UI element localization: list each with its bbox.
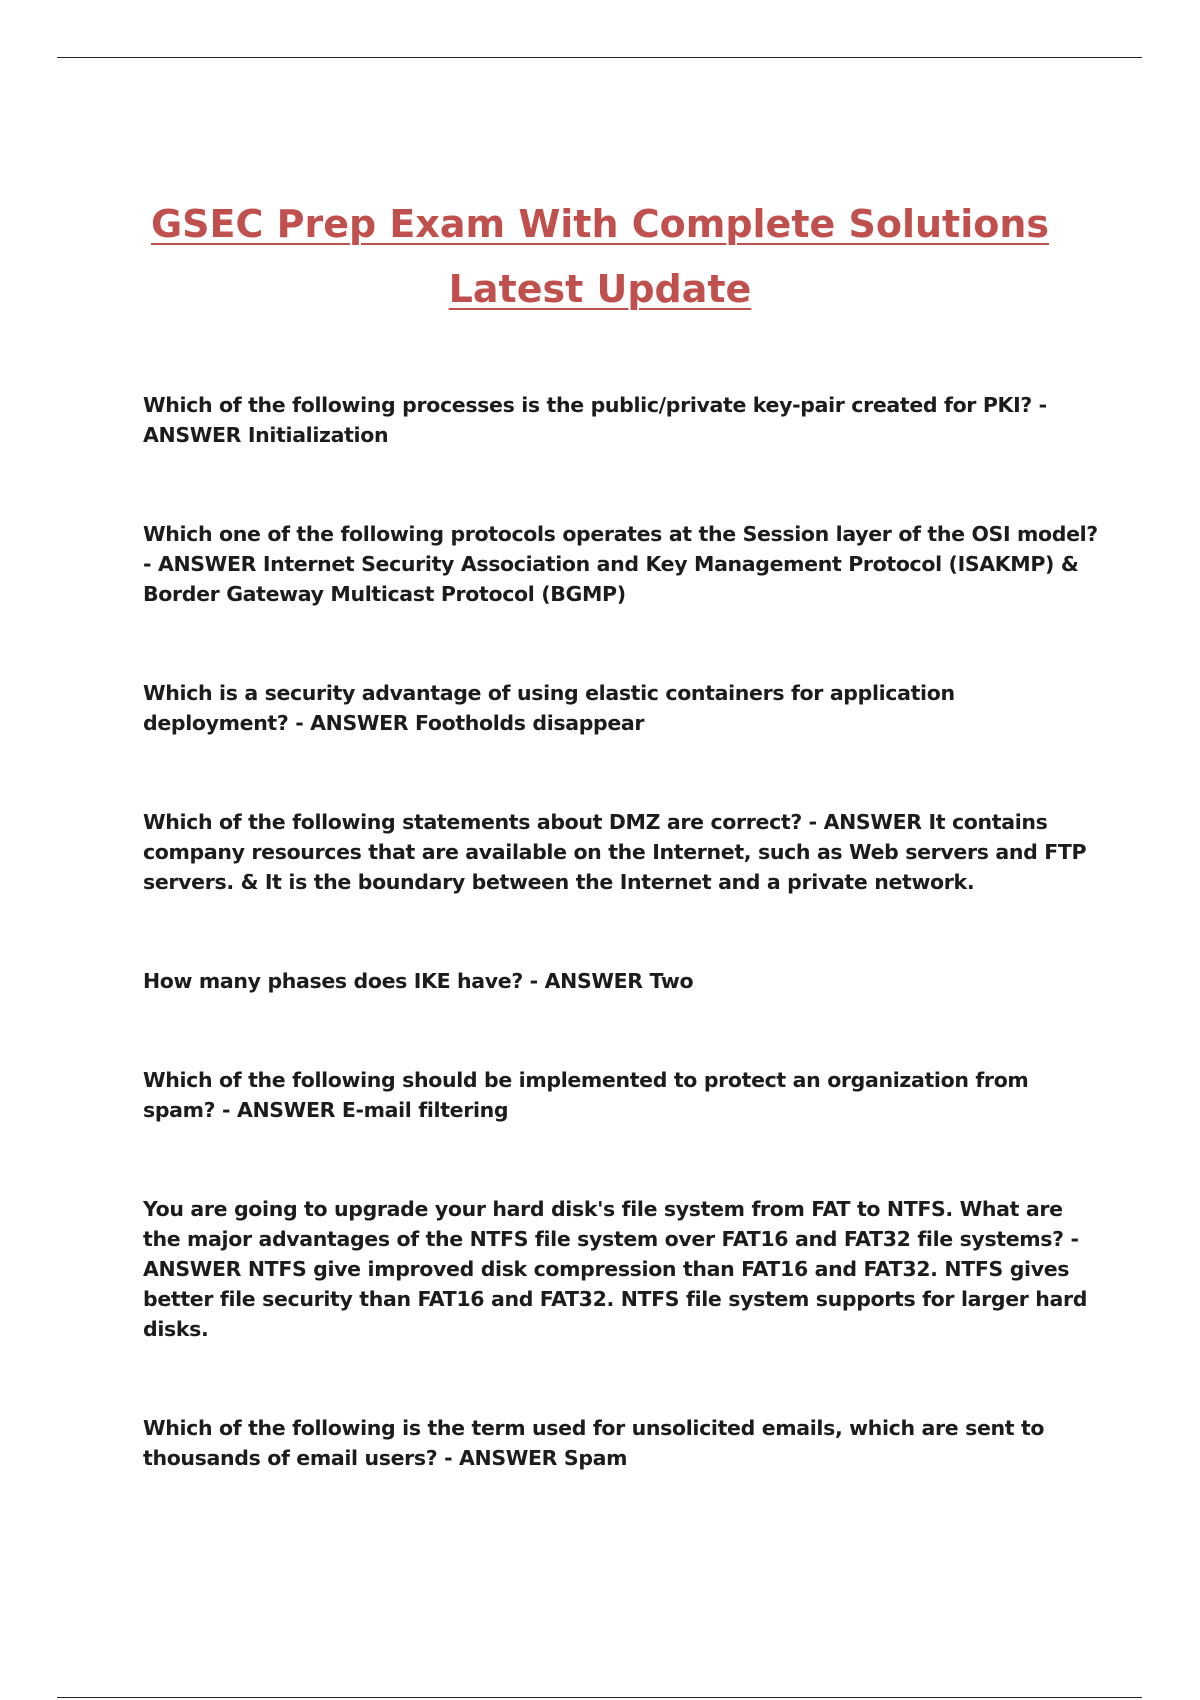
- qa-item: How many phases does IKE have? - ANSWER Two: [143, 969, 694, 993]
- title-line-1: GSEC Prep Exam With Complete Solutions: [150, 202, 1050, 246]
- qa-item: Which of the following is the term used for unsolicited emails, which are sent to thousands of email users? - ANSWER Spam: [143, 1416, 1045, 1470]
- document-title: [0, 192, 1200, 322]
- qa-list: [143, 390, 1103, 1542]
- qa-item: Which of the following statements about DMZ are correct? - ANSWER It contains company resources that are available on the Internet, such as Web servers and FTP servers. & It is the boundary between the Internet and a private network.: [143, 810, 1087, 894]
- title-line-2: Latest Update: [448, 267, 752, 311]
- qa-item: Which one of the following protocols operates at the Session layer of the OSI model? - ANSWER Internet Security Association and Key Management Protocol (ISAKMP) & Border Gateway Multicast Protocol (BGMP): [143, 522, 1098, 606]
- qa-item: Which of the following processes is the public/private key-pair created for PKI? - ANSWER Initialization: [143, 393, 1047, 447]
- header-rule: [57, 57, 1142, 58]
- qa-item: Which is a security advantage of using elastic containers for application deployment? - ANSWER Footholds disappear: [143, 681, 955, 735]
- qa-item: You are going to upgrade your hard disk's file system from FAT to NTFS. What are the major advantages of the NTFS file system over FAT16 and FAT32 file systems? - ANSWER NTFS give improved disk compression than FAT16 and FAT32. NTFS gives better file security than FAT16 and FAT32. NTFS file system supports for larger hard disks.: [143, 1197, 1088, 1341]
- footer-rule: [57, 1697, 1142, 1698]
- qa-item: Which of the following should be implemented to protect an organization from spam? - ANSWER E-mail filtering: [143, 1068, 1029, 1122]
